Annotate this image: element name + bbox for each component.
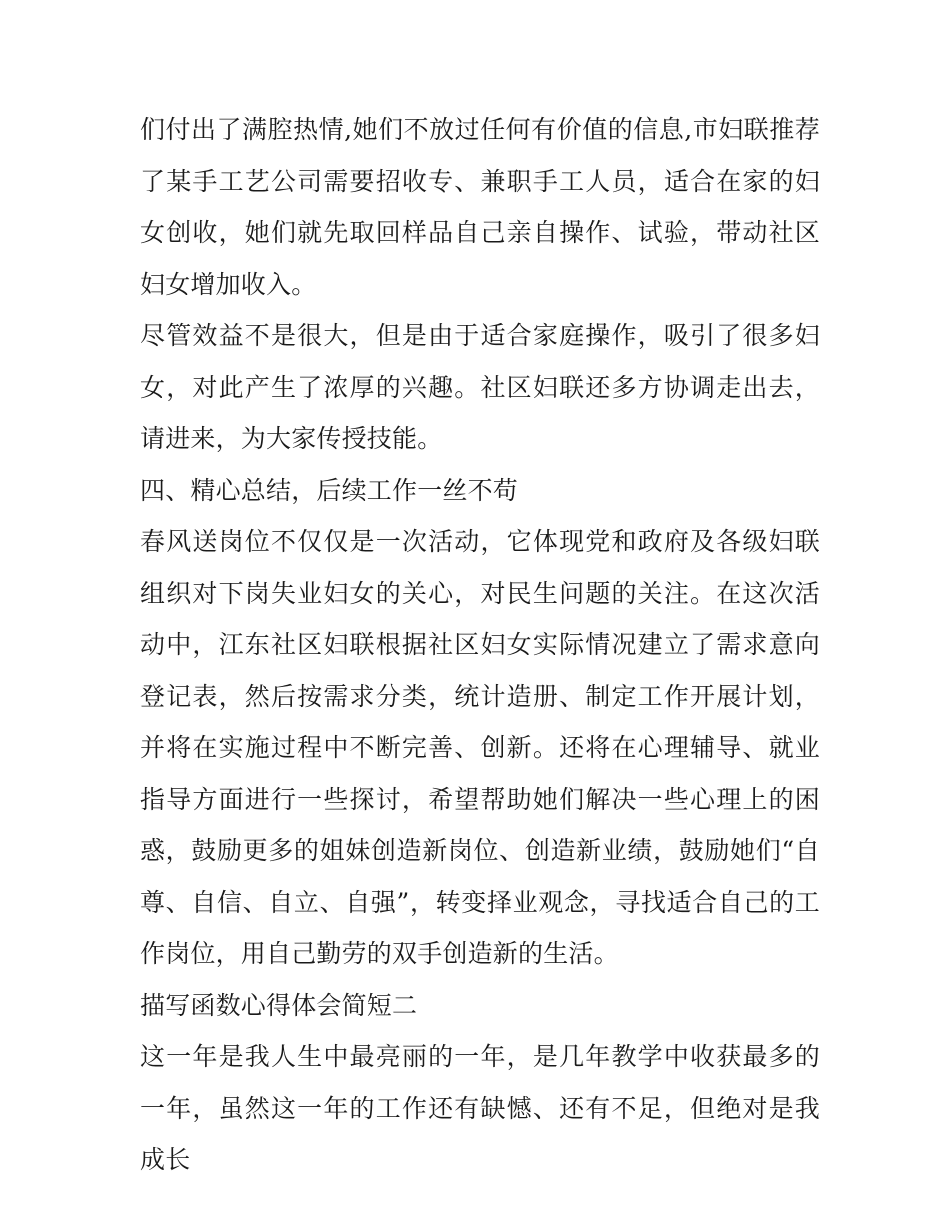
paragraph: 尽管效益不是很大，但是由于适合家庭操作，吸引了很多妇女，对此产生了浓厚的兴趣。社区妇联还多方协调走出去，请进来，为大家传授技能。 [140, 321, 820, 453]
section-heading: 描写函数心得体会简短二 [140, 990, 418, 1020]
paragraph: 春风送岗位不仅仅是一次活动，它体现党和政府及各级妇联组织对下岗失业妇女的关心，对民生问题的关注。在这次活动中，江东社区妇联根据社区妇女实际情况建立了需求意向登记表，然后按需求分类，统计造册、制定工作开展计划，并将在实施过程中不断完善、创新。还将在心理辅导、就业指导方面进行一些探讨，希望帮助她们解决一些心理上的困惑，鼓励更多的姐妹创造新岗位、创造新业绩，鼓励她们“自尊、自信、自立、自强”，转变择业观念，寻找适合自己的工作岗位，用自己勤劳的双手创造新的生活。 [140, 527, 820, 968]
paragraph: 这一年是我人生中最亮丽的一年，是几年教学中收获最多的一年，虽然这一年的工作还有缺憾、还有不足，但绝对是我成长 [140, 1042, 820, 1174]
document-body [140, 104, 820, 1186]
section-heading: 四、精心总结，后续工作一丝不苟 [140, 475, 519, 505]
paragraph: 们付出了满腔热情,她们不放过任何有价值的信息,市妇联推荐了某手工艺公司需要招收专、兼职手工人员，适合在家的妇女创收，她们就先取回样品自己亲自操作、试验，带动社区妇女增加收入。 [140, 115, 820, 299]
